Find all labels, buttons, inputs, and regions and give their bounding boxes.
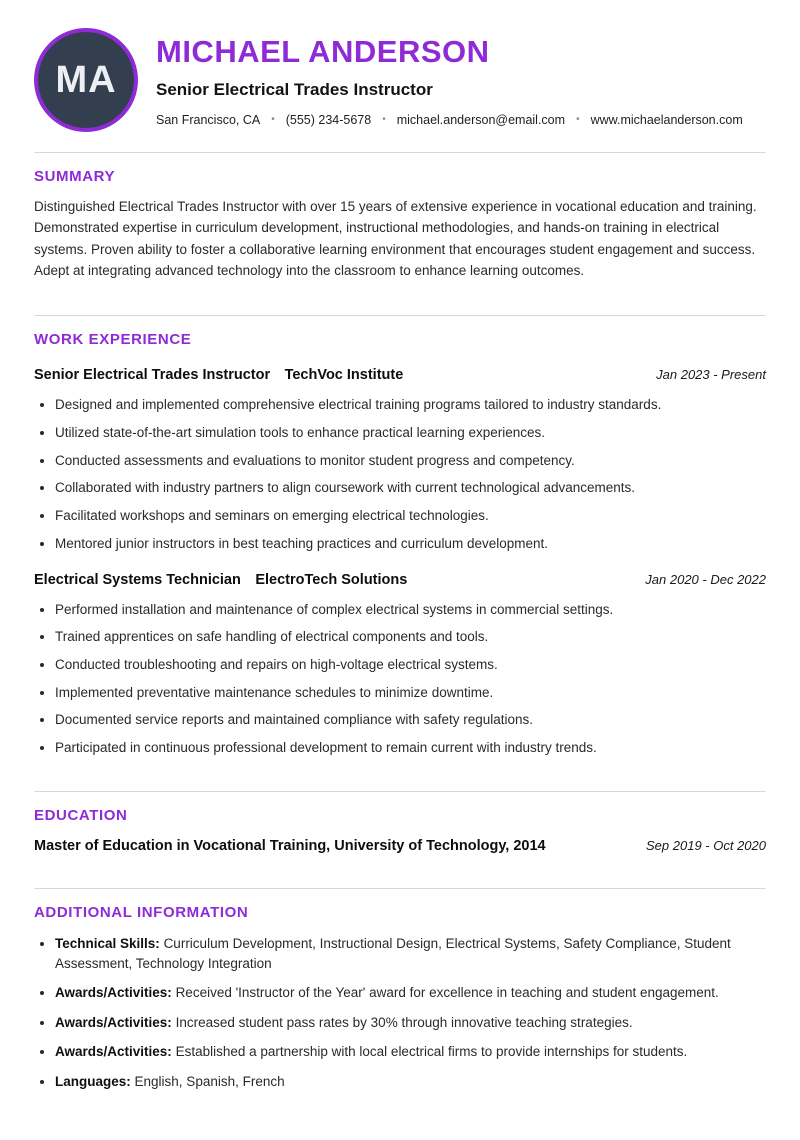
job-bullet: • Documented service reports and maintained compliance with safety regulations. <box>55 710 766 729</box>
job-bullet: • Participated in continuous professional development to remain current with industry trends. <box>55 738 766 757</box>
job-bullet: • Implemented preventative maintenance schedules to minimize downtime. <box>55 683 766 702</box>
contact-row <box>156 113 766 127</box>
contact-separator: • <box>576 114 580 125</box>
contact-phone: (555) 234-5678 <box>285 112 372 127</box>
job-bullet: • Designed and implemented comprehensive electrical training programs tailored to industry standards. <box>55 395 766 414</box>
section-divider <box>34 315 766 316</box>
contact-email: michael.anderson@email.com <box>396 112 566 127</box>
job-bullet: • Trained apprentices on safe handling of electrical components and tools. <box>55 627 766 646</box>
additional-item <box>55 934 766 973</box>
job-dates: Jan 2020 - Dec 2022 <box>645 571 766 587</box>
job-bullet: • Conducted assessments and evaluations to monitor student progress and competency. <box>55 451 766 470</box>
section-divider <box>34 888 766 889</box>
avatar-initials: MA <box>55 58 117 101</box>
additional-list <box>34 934 766 1091</box>
section-divider <box>34 152 766 153</box>
education-entry <box>34 838 766 854</box>
job-header <box>34 571 766 589</box>
job-entry <box>34 571 766 757</box>
work-experience-heading: WORK EXPERIENCE <box>34 331 192 349</box>
job-dates: Jan 2023 - Present <box>656 367 766 383</box>
job-title-line <box>34 571 407 589</box>
job-bullet: • Utilized state-of-the-art simulation tools to enhance practical learning experiences. <box>55 423 766 442</box>
additional-information-heading: ADDITIONAL INFORMATION <box>34 904 249 922</box>
job-bullet-list <box>34 600 766 757</box>
resume-header <box>34 28 766 132</box>
additional-item-label: Languages: <box>55 1074 131 1089</box>
job-header <box>34 366 766 384</box>
contact-website: www.michaelanderson.com <box>590 112 743 127</box>
job-title-line <box>34 366 403 384</box>
job-company: ElectroTech Solutions <box>255 571 408 588</box>
job-bullet: • Mentored junior instructors in best teaching practices and curriculum development. <box>55 534 766 553</box>
education-dates: Sep 2019 - Oct 2020 <box>646 838 766 854</box>
additional-item-label: Awards/Activities: <box>55 985 172 1001</box>
job-entry <box>34 366 766 552</box>
additional-item <box>55 1013 766 1033</box>
section-divider <box>34 791 766 792</box>
additional-item-text: Increased student pass rates by 30% through innovative teaching strategies. <box>175 1014 633 1030</box>
education-heading: EDUCATION <box>34 807 128 825</box>
additional-item-text: Established a partnership with local electrical firms to provide internships for students. <box>175 1044 688 1060</box>
job-company: TechVoc Institute <box>284 367 404 384</box>
contact-separator: • <box>271 114 275 125</box>
identity-block <box>156 34 766 127</box>
job-bullet-list <box>34 395 766 552</box>
education-degree: Master of Education in Vocational Training, University of Technology, 2014 <box>34 838 546 855</box>
job-bullet: • Conducted troubleshooting and repairs on high-voltage electrical systems. <box>55 655 766 674</box>
job-title: Senior Electrical Trades Instructor <box>34 367 271 384</box>
job-bullet: • Facilitated workshops and seminars on emerging electrical technologies. <box>55 506 766 525</box>
additional-item-label: Awards/Activities: <box>55 1044 172 1060</box>
candidate-name: MICHAEL ANDERSON <box>156 33 490 69</box>
additional-item-label: Technical Skills: <box>55 936 160 952</box>
additional-item <box>55 983 766 1003</box>
contact-location: San Francisco, CA <box>156 112 261 127</box>
additional-item <box>55 1042 766 1062</box>
additional-item <box>55 1072 766 1092</box>
additional-item-text: Curriculum Development, Instructional Design, Electrical Systems, Safety Compliance, Student Assessment, Technology Integration <box>55 936 731 971</box>
avatar <box>34 28 138 132</box>
contact-separator: • <box>382 114 386 125</box>
job-bullet: • Performed installation and maintenance of complex electrical systems in commercial settings. <box>55 600 766 619</box>
additional-item-text: English, Spanish, French <box>134 1074 285 1089</box>
summary-text: Distinguished Electrical Trades Instructor with over 15 years of extensive experience in vocational education and training. Demonstrated expertise in curriculum development, instructional methodologies, and hands-on training in electrical systems. Proven ability to foster a collaborative learning environment that encourages student engagement and success. Adept at integrating advanced technology into the classroom to enhance learning outcomes. <box>34 199 757 278</box>
additional-item-label: Awards/Activities: <box>55 1014 172 1030</box>
candidate-headline: Senior Electrical Trades Instructor <box>156 79 433 99</box>
job-title: Electrical Systems Technician <box>34 571 241 588</box>
summary-heading: SUMMARY <box>34 168 116 185</box>
job-bullet: • Collaborated with industry partners to align coursework with current technological advancements. <box>55 478 766 497</box>
additional-item-text: Received 'Instructor of the Year' award for excellence in teaching and student engagement. <box>175 985 719 1001</box>
